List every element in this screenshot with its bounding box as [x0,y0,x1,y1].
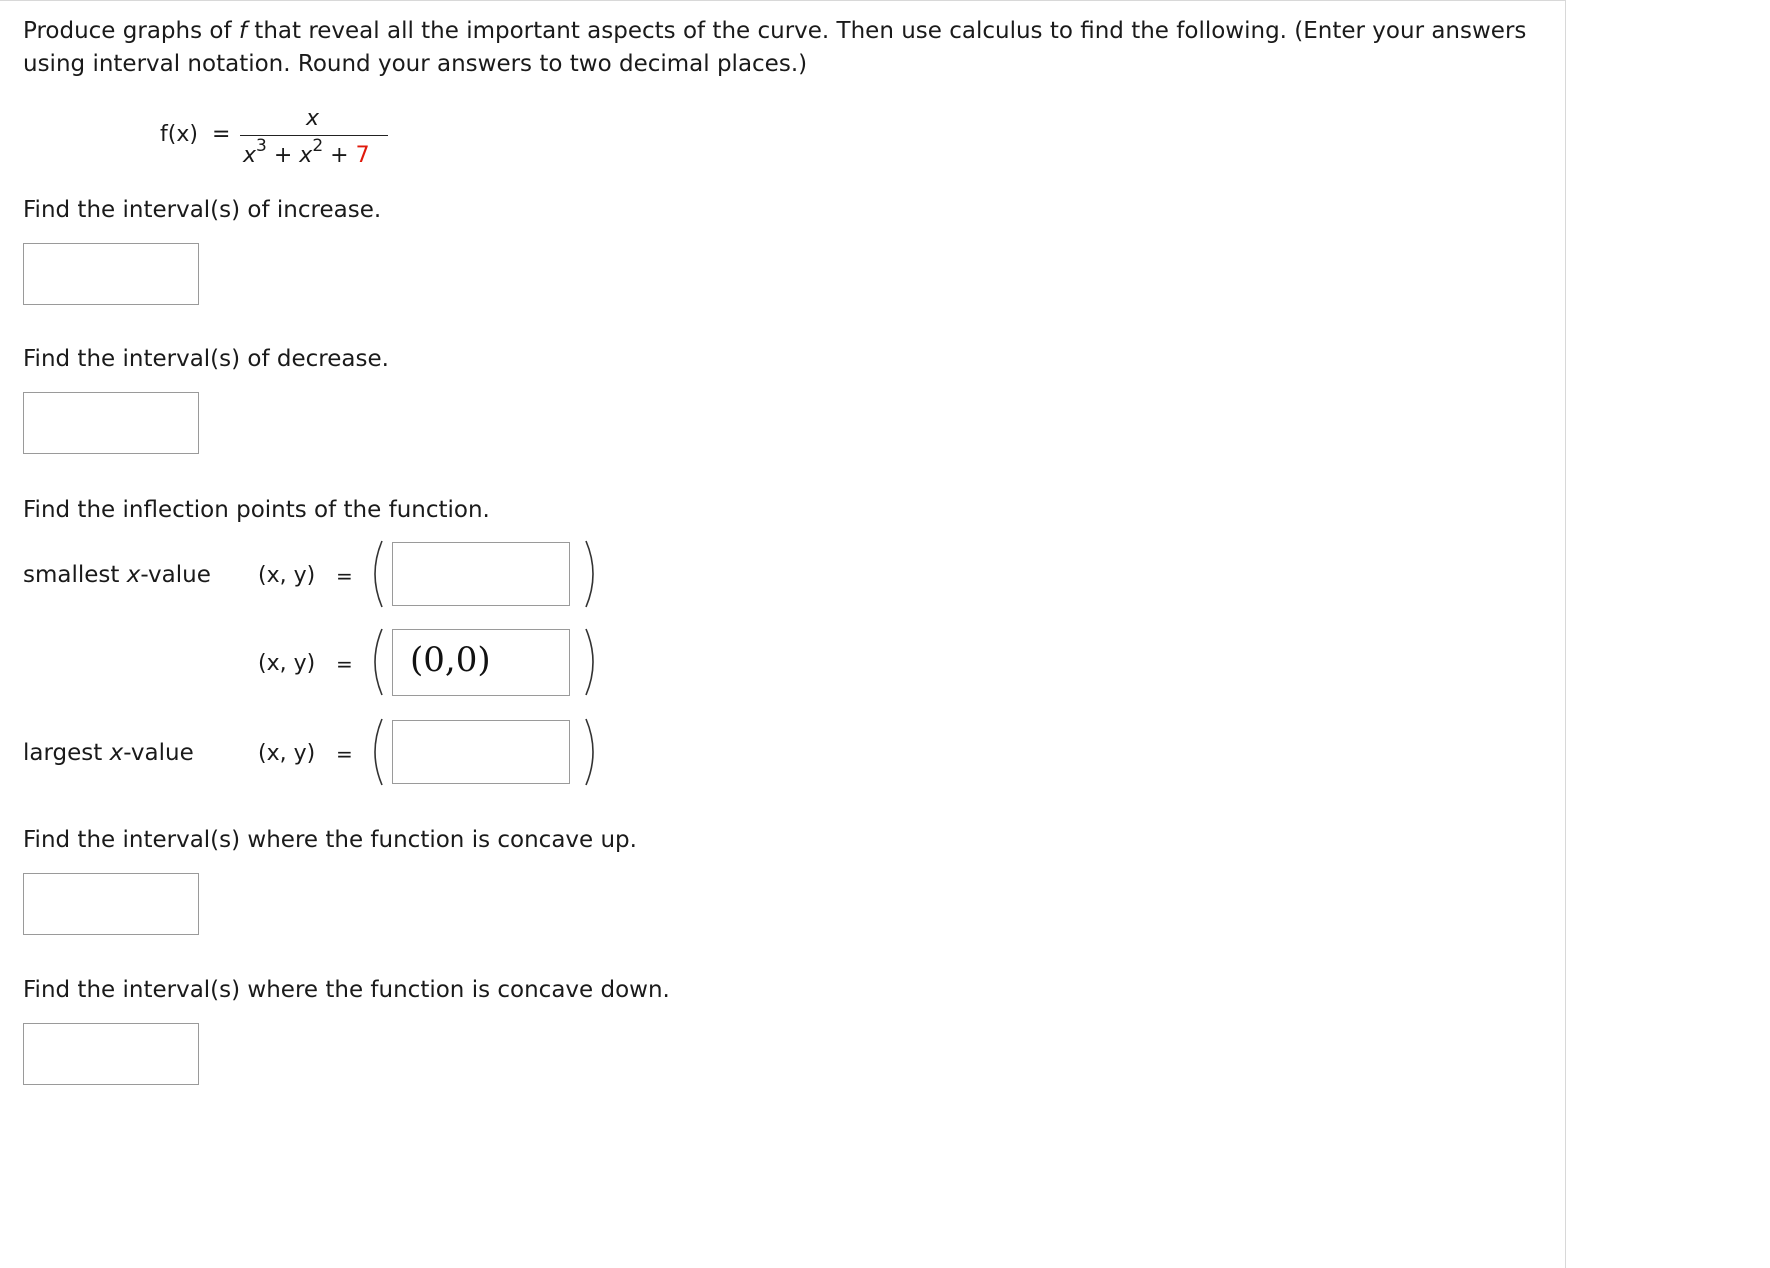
concave-down-answer-input[interactable] [23,1023,199,1085]
open-paren-icon [366,539,388,609]
inflection-middle-field[interactable] [392,629,570,696]
xy-label-3: (x, y) [258,741,316,766]
decrease-answer-input[interactable] [23,392,199,454]
function-numerator: x [306,106,320,131]
inflection-smallest-input[interactable] [392,542,570,606]
denominator-constant: 7 [355,143,370,168]
question-intro: Produce graphs of f that reveal all the important aspects of the curve. Then use calculus to find the following. (Enter your answers using interval notation. Round your answers to two decimal places.) [23,18,1527,77]
concave-up-answer-input[interactable] [23,873,199,935]
function-denominator: $x^3 + x^2 + 7$ [243,136,370,168]
decrease-prompt: Find the interval(s) of decrease. [23,346,389,372]
smallest-x-label: smallest x-value [23,562,211,588]
open-paren-icon [366,717,388,787]
close-paren-icon [580,627,602,697]
inflection-middle-value: (0,0) [410,640,491,680]
inflection-largest-input[interactable] [392,720,570,784]
close-paren-icon [580,717,602,787]
concave-down-prompt: Find the interval(s) where the function is concave down. [23,977,670,1003]
function-symbol: f [238,18,247,44]
function-lhs: f(x) [160,122,198,147]
xy-label-2: (x, y) [258,651,316,676]
close-paren-icon [580,539,602,609]
largest-x-label: largest x-value [23,740,194,766]
function-equals: = [212,122,231,147]
increase-prompt: Find the interval(s) of increase. [23,197,382,223]
increase-answer-input[interactable] [23,243,199,305]
inflection-prompt: Find the inflection points of the function. [23,497,490,523]
concave-up-prompt: Find the interval(s) where the function is concave up. [23,827,637,853]
xy-label-1: (x, y) [258,563,316,588]
equals-3: = [336,742,353,766]
equals-2: = [336,652,353,676]
equals-1: = [336,564,353,588]
open-paren-icon [366,627,388,697]
